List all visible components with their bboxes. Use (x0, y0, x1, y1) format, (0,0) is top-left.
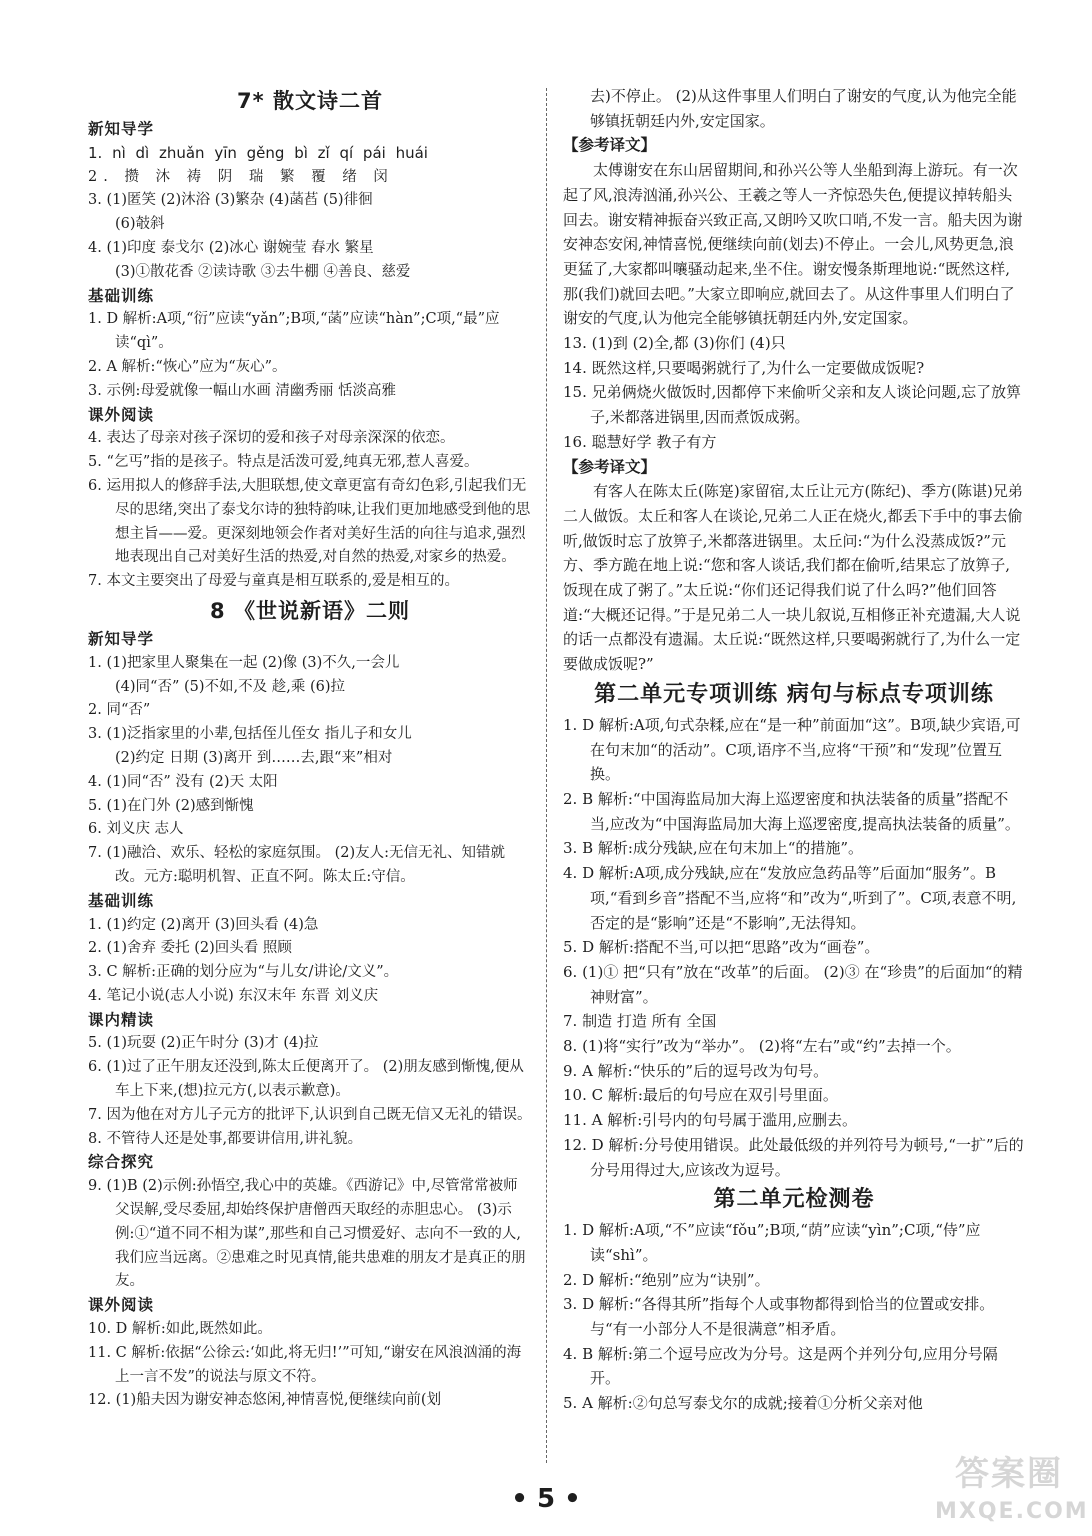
section-heading: 课外阅读 (88, 1296, 155, 1315)
section-heading: 课内精读 (88, 1010, 155, 1029)
answer-item: 3. 示例:母爱就像一幅山水画 清幽秀丽 恬淡高雅 (88, 382, 397, 399)
answer-item: 6. 刘义庆 志人 (88, 821, 184, 838)
answer-item: 1. nì dì zhuǎn yīn gěng bì zǐ qí pái huái (88, 143, 428, 162)
answer-item: 10. C 解析:最后的句号应在双引号里面。 (563, 1086, 838, 1105)
watermark-logo (935, 1452, 1089, 1532)
answer-item: 5. “乞丐”指的是孩子。特点是活泼可爱,纯真无邪,惹人喜爱。 (88, 454, 479, 471)
reference-translation-label: 【参考译文】 (563, 457, 657, 476)
answer-item: 15. 兄弟俩烧火做饭时,因都停下来偷听父亲和友人谈论问题,忘了放箅子,米都落进锅里,因而煮饭成粥。 (563, 383, 1022, 427)
answer-item: 9. (1)B (2)示例:孙悟空,我心中的英雄。《西游记》中,尽管常常被师父误解,受尽委屈,却始终保护唐僧西天取经的赤胆忠心。 (3)示例:①“道不同不相为谋”,那些和自己习惯爱好、志向不一致的人,我们应当远离。②患难之时见真情,能共患难的朋友才是真正的朋友。 (88, 1178, 526, 1290)
answer-item-cont: (3)①散花香 ②读诗歌 ③去牛棚 ④善良、慈爱 (115, 263, 411, 280)
answer-item: 6. (1)过了正午朋友还没到,陈太丘便离开了。 (2)朋友感到惭愧,便从车上下来,(想)拉元方(,以表示歉意)。 (88, 1059, 524, 1100)
answer-item-cont: (4)同“否” (5)不如,不及 趁,乘 (6)拉 (115, 678, 345, 695)
right-column (563, 84, 1025, 1416)
answer-item: 1. D 解析:A项,“不”应读“fǒu”;B项,“荫”应读“yìn”;C项,“侍”应读“shì”。 (563, 1221, 981, 1264)
section-heading: 综合探究 (88, 1153, 155, 1172)
answer-item: 7. 本文主要突出了母爱与童真是相互联系的,爱是相互的。 (88, 573, 460, 590)
answer-item: 2. A 解析:“恢心”应为“灰心”。 (88, 358, 287, 375)
answer-item: 5. (1)在门外 (2)感到惭愧 (88, 797, 254, 814)
left-column (88, 84, 532, 1413)
answer-item: 13. (1)到 (2)全,都 (3)你们 (4)只 (563, 334, 786, 353)
translation-paragraph: 太傅谢安在东山居留期间,和孙兴公等人坐船到海上游玩。有一次起了风,浪涛汹涌,孙兴公、王羲之等人一齐惊恐失色,便提议掉转船头回去。谢安精神振奋兴致正高,又朗吟又吹口哨,不发一言。船夫因为谢安神态安闲,神情喜悦,便继续向前(划去)不停止。一会儿,风势更急,浪更猛了,大家都叫嚷骚动起来,坐不住。谢安慢条斯理地说:“既然这样,那(我们)就回去吧。”大家立即响应,就回去了。从这件事里人们明白了谢安的气度,认为他完全能够镇抚朝廷内外,安定国家。 (563, 161, 1023, 328)
answer-item: 4. 笔记小说(志人小说) 东汉末年 东晋 刘义庆 (88, 987, 379, 1004)
answer-item: 3. C 解析:正确的划分应为“与儿女/讲论/文义”。 (88, 964, 399, 981)
answer-item: 3. D 解析:“各得其所”指每个人或事物都得到恰当的位置或安排。与“有一小部分人不是很满意”相矛盾。 (563, 1295, 995, 1339)
answer-item: 3. (1)匿笑 (2)沐浴 (3)繁杂 (4)菡萏 (5)徘徊 (88, 192, 373, 209)
answer-item: 7. 制造 打造 所有 全国 (563, 1012, 717, 1031)
section-heading: 基础训练 (88, 891, 155, 910)
watermark-text: 答案圈 (955, 1454, 1063, 1494)
lesson-7-title: 7* 散文诗二首 (237, 89, 383, 113)
answer-item: 3. B 解析:成分残缺,应在句末加上“的措施”。 (563, 839, 864, 858)
answer-item: 8. 不管待人还是处事,都要讲信用,讲礼貌。 (88, 1130, 363, 1147)
answer-item: 5. A 解析:②句总写泰戈尔的成就;接着①分析父亲对他 (563, 1394, 923, 1413)
answer-item-cont: (6)攲斜 (115, 216, 165, 233)
answer-item: 11. A 解析:引号内的句号属于滥用,应删去。 (563, 1111, 858, 1130)
reference-translation-label: 【参考译文】 (563, 136, 657, 155)
answer-item: 2. 攒 沐 祷 阴 瑞 繁 覆 绪 闵 (88, 168, 394, 185)
section-heading: 课外阅读 (88, 405, 155, 424)
answer-item: 1. (1)把家里人聚集在一起 (2)像 (3)不久,一会儿 (88, 654, 400, 671)
answer-item: 6. 运用拟人的修辞手法,大胆联想,使文章更富有奇幻色彩,引起我们无尽的思绪,突出了泰戈尔诗的独特韵味,让我们更加地感受到他的思想主旨——爱。更深刻地领会作者对美好生活的向往与追求,强烈地表现出自己对美好生活的热爱,对自然的热爱,对家乡的热爱。 (88, 477, 531, 566)
answer-item: 12. D 解析:分号使用错误。此处最低级的并列符号为顿号,“一扩”后的分号用得过大,应该改为逗号。 (563, 1135, 1024, 1179)
answer-item: 4. (1)印度 泰戈尔 (2)冰心 谢婉莹 春水 繁星 (88, 239, 374, 256)
translation-paragraph: 有客人在陈太丘(陈寔)家留宿,太丘让元方(陈纪)、季方(陈谌)兄弟二人做饭。太丘和客人在谈论,兄弟二人正在烧火,都丢下手中的事去偷听,做饭时忘了放箅子,米都落进锅里。太丘问:“为什么没蒸成饭?”元方、季方跪在地上说:“您和客人谈话,我们都在偷听,结果忘了放箅子,饭现在成了粥了。”太丘说:“你们还记得我们说了什么吗?”他们回答道:“大概还记得。”于是兄弟二人一块儿叙说,互相修正补充遗漏,大人说的话一点都没有遗漏。太丘说:“既然这样,只要喝粥就行了,为什么一定要做成饭呢?” (563, 482, 1023, 674)
column-divider (546, 88, 547, 1463)
answer-item: 2. D 解析:“绝别”应为“诀别”。 (563, 1270, 770, 1289)
answer-item: 5. D 解析:搭配不当,可以把“思路”改为“画卷”。 (563, 938, 880, 957)
answer-item: 2. (1)舍弃 委托 (2)回头看 照顾 (88, 940, 292, 957)
section-heading: 新知导学 (88, 120, 155, 138)
answer-item: 7. (1)融洽、欢乐、轻松的家庭氛围。 (2)友人:无信无礼、知错就改。元方:聪明机智、正直不阿。陈太丘:守信。 (88, 845, 506, 885)
answer-item: 4. (1)同“否” 没有 (2)天 太阳 (88, 773, 278, 790)
answer-item: 3. (1)泛指家里的小辈,包括侄儿侄女 指儿子和女儿 (88, 726, 412, 743)
lesson-8-title: 8 《世说新语》二则 (210, 598, 410, 623)
answer-item: 14. 既然这样,只要喝粥就行了,为什么一定要做成饭呢? (563, 358, 925, 377)
answer-item: 16. 聪慧好学 教子有方 (563, 432, 717, 451)
answer-item: 5. (1)玩耍 (2)正午时分 (3)才 (4)拉 (88, 1035, 319, 1052)
unit-2-test-title: 第二单元检测卷 (713, 1187, 875, 1213)
section-heading: 基础训练 (88, 286, 155, 305)
unit-2-special-training-title: 第二单元专项训练 病句与标点专项训练 (594, 681, 994, 707)
answer-item: 12. (1)船夫因为谢安神态悠闲,神情喜悦,便继续向前(划 (88, 1392, 442, 1409)
answer-item: 4. B 解析:第二个逗号应改为分号。这是两个并列分句,应用分号隔开。 (563, 1344, 998, 1388)
answer-item: 8. (1)将“实行”改为“举办”。 (2)将“左右”或“约”去掉一个。 (563, 1037, 961, 1056)
answer-item-cont: 去)不停止。 (2)从这件事里人们明白了谢安的气度,认为他完全能够镇抚朝廷内外,安定国家。 (590, 87, 1017, 130)
answer-item-cont: (2)约定 日期 (3)离开 到……去,跟“来”相对 (115, 749, 393, 766)
answer-item: 10. D 解析:如此,既然如此。 (88, 1321, 272, 1338)
answer-item: 1. D 解析:A项,句式杂糅,应在“是一种”前面加“这”。B项,缺少宾语,可在句末加“的活动”。C项,语序不当,应将“干预”和“发现”位置互换。 (563, 715, 1021, 784)
answer-item: 2. B 解析:“中国海监局加大海上巡逻密度和执法装备的质量”搭配不当,应改为“中国海监局加大海上巡逻密度,提高执法装备的质量”。 (563, 789, 1020, 833)
answer-item: 1. D 解析:A项,“衍”应读“yǎn”;B项,“菡”应读“hàn”;C项,“最”应读“qì”。 (88, 311, 500, 352)
answer-item: 7. 因为他在对方儿子元方的批评下,认识到自己既无信又无礼的错误。 (88, 1106, 532, 1123)
answer-item: 6. (1)① 把“只有”放在“改革”的后面。 (2)③ 在“珍贵”的后面加“的精神财富”。 (563, 962, 1023, 1006)
watermark-url: MXQE.COM (935, 1499, 1089, 1524)
answer-item: 1. (1)约定 (2)离开 (3)回头看 (4)急 (88, 916, 319, 933)
answer-item: 9. A 解析:“快乐的”后的逗号改为句号。 (563, 1061, 829, 1080)
answer-item: 4. D 解析:A项,成分残缺,应在“发放应急药品等”后面加“服务”。B项,“看到乡音”搭配不当,应将“和”改为“,听到了”。C项,表意不明,否定的是“影响”还是“不影响”,无法得知。 (563, 864, 1017, 932)
answer-item: 4. 表达了母亲对孩子深切的爱和孩子对母亲深深的依恋。 (88, 430, 455, 447)
answer-item: 2. 同“否” (88, 702, 151, 719)
section-heading: 新知导学 (88, 629, 155, 648)
page-number: • 5 • (511, 1484, 581, 1514)
answer-item: 11. C 解析:依据“公徐云:‘如此,将无归!’”可知,“谢安在风浪汹涌的海上一言不发”的说法与原文不符。 (88, 1344, 522, 1385)
